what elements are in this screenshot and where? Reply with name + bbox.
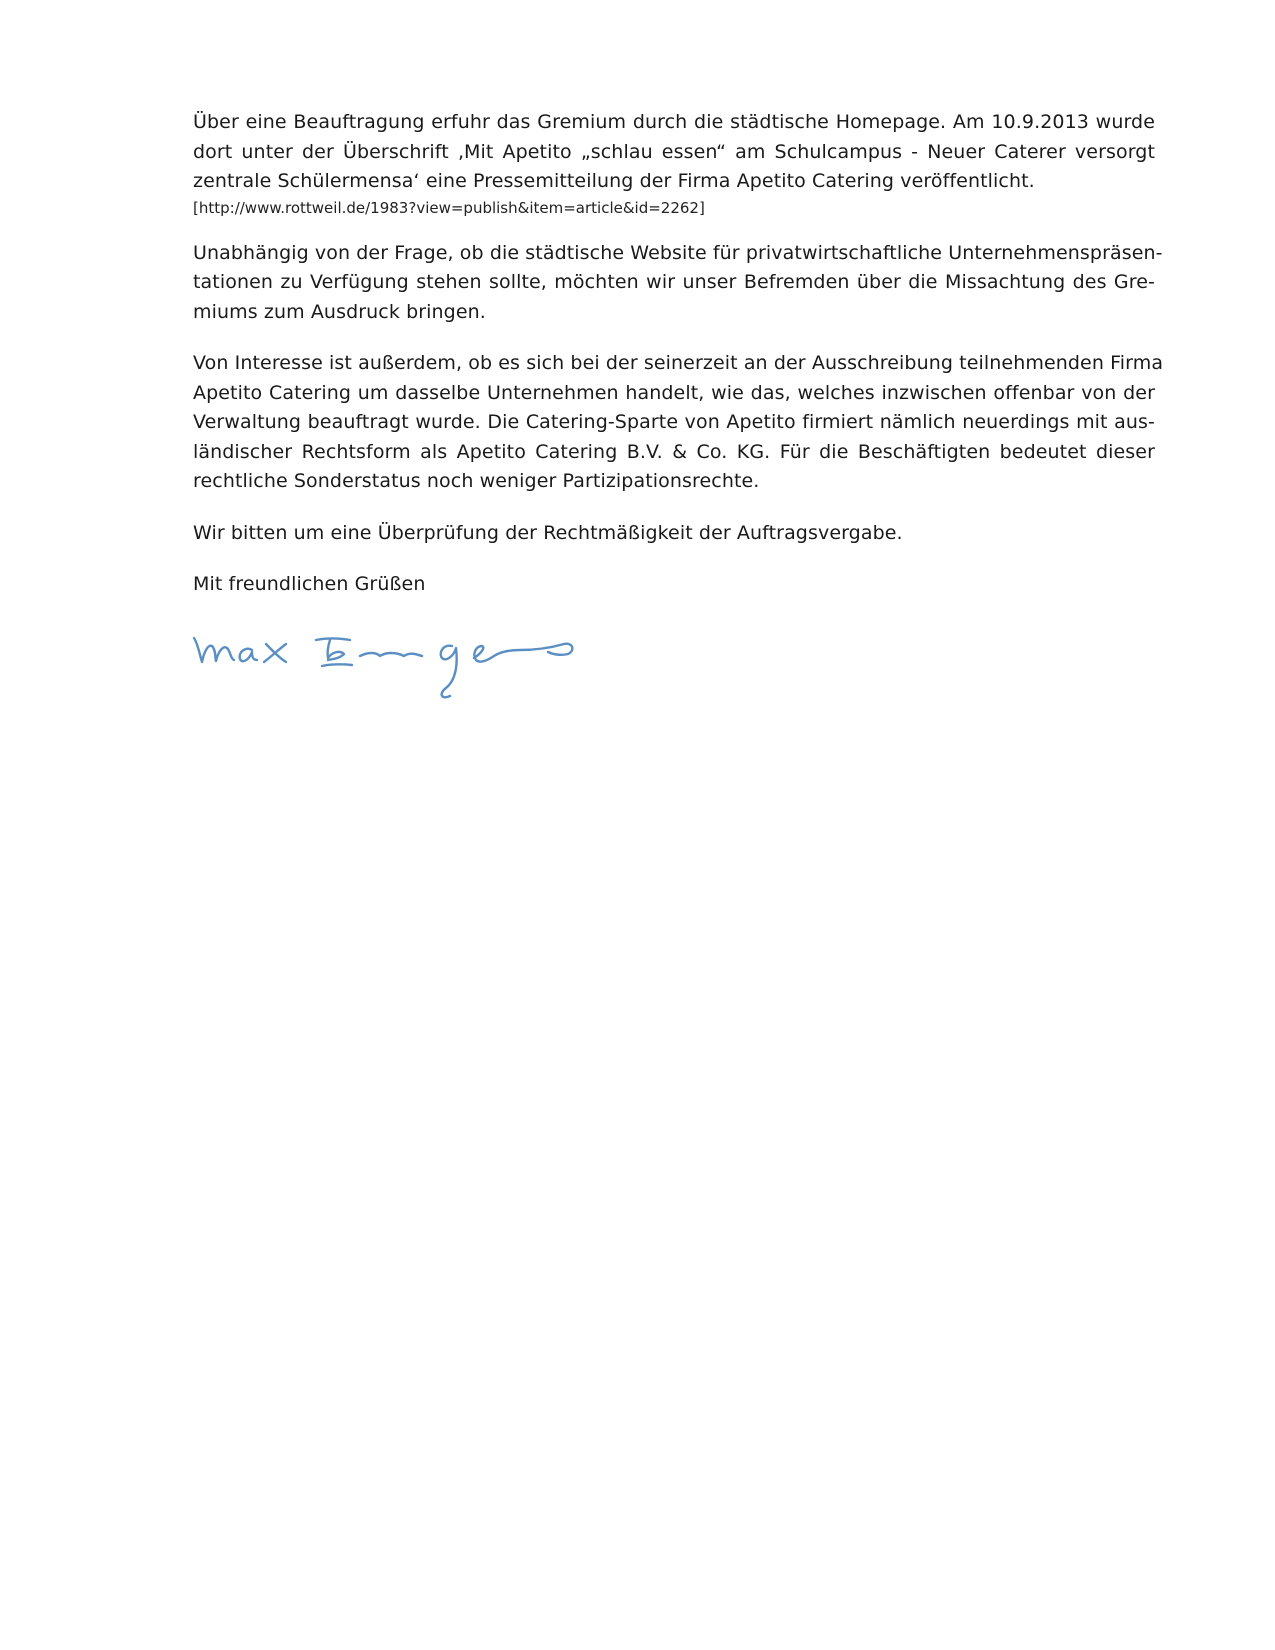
paragraph-line: Über eine Beauftragung erfuhr das Gremium durch die städtische Homepage. Am 10.9.2013 wurde — [193, 111, 1155, 133]
paragraph-line: zentrale Schülermensa‘ eine Pressemitteilung der Firma Apetito Catering veröffentlicht. — [193, 170, 1035, 192]
paragraph-review-request — [193, 519, 1155, 549]
handwritten-signature — [190, 628, 600, 708]
closing-line: Mit freundlichen Grüßen — [193, 573, 426, 595]
paragraph-line: Unabhängig von der Frage, ob die städtische Website für privatwirtschaftliche Unternehmenspräsen- — [193, 241, 1163, 264]
url-reference: [http://www.rottweil.de/1983?view=publish&item=article&id=2262] — [193, 198, 705, 217]
paragraph-line: Wir bitten um eine Überprüfung der Rechtmäßigkeit der Auftragsvergabe. — [193, 521, 903, 544]
closing-salutation — [193, 570, 1155, 600]
paragraph-line: Verwaltung beauftragt wurde. Die Catering-Sparte von Apetito firmiert nämlich neuerdings mit aus- — [193, 411, 1155, 433]
paragraph-line: Von Interesse ist außerdem, ob es sich bei der seinerzeit an der Ausschreibung teilnehmenden Firma — [193, 352, 1164, 374]
paragraph-company-question — [193, 349, 1164, 497]
paragraph-website-concern — [193, 239, 1163, 328]
paragraph-line: rechtliche Sonderstatus noch weniger Partizipationsrechte. — [193, 470, 760, 492]
paragraph-homepage-notice — [193, 108, 1155, 197]
letter-body — [193, 108, 1164, 600]
paragraph-line: tationen zu Verfügung stehen sollte, möchten wir unser Befremden über die Missachtung des Gre- — [193, 271, 1155, 293]
paragraph-line: miums zum Ausdruck bringen. — [193, 300, 486, 323]
paragraph-line: Apetito Catering um dasselbe Unternehmen handelt, wie das, welches inzwischen offenbar von der — [193, 381, 1155, 404]
paragraph-line: ländischer Rechtsform als Apetito Catering B.V. & Co. KG. Für die Beschäftigten bedeutet dieser — [193, 440, 1155, 463]
paragraph-line: dort unter der Überschrift ‚Mit Apetito „schlau essen“ am Schulcampus - Neuer Caterer versorgt — [193, 140, 1155, 163]
